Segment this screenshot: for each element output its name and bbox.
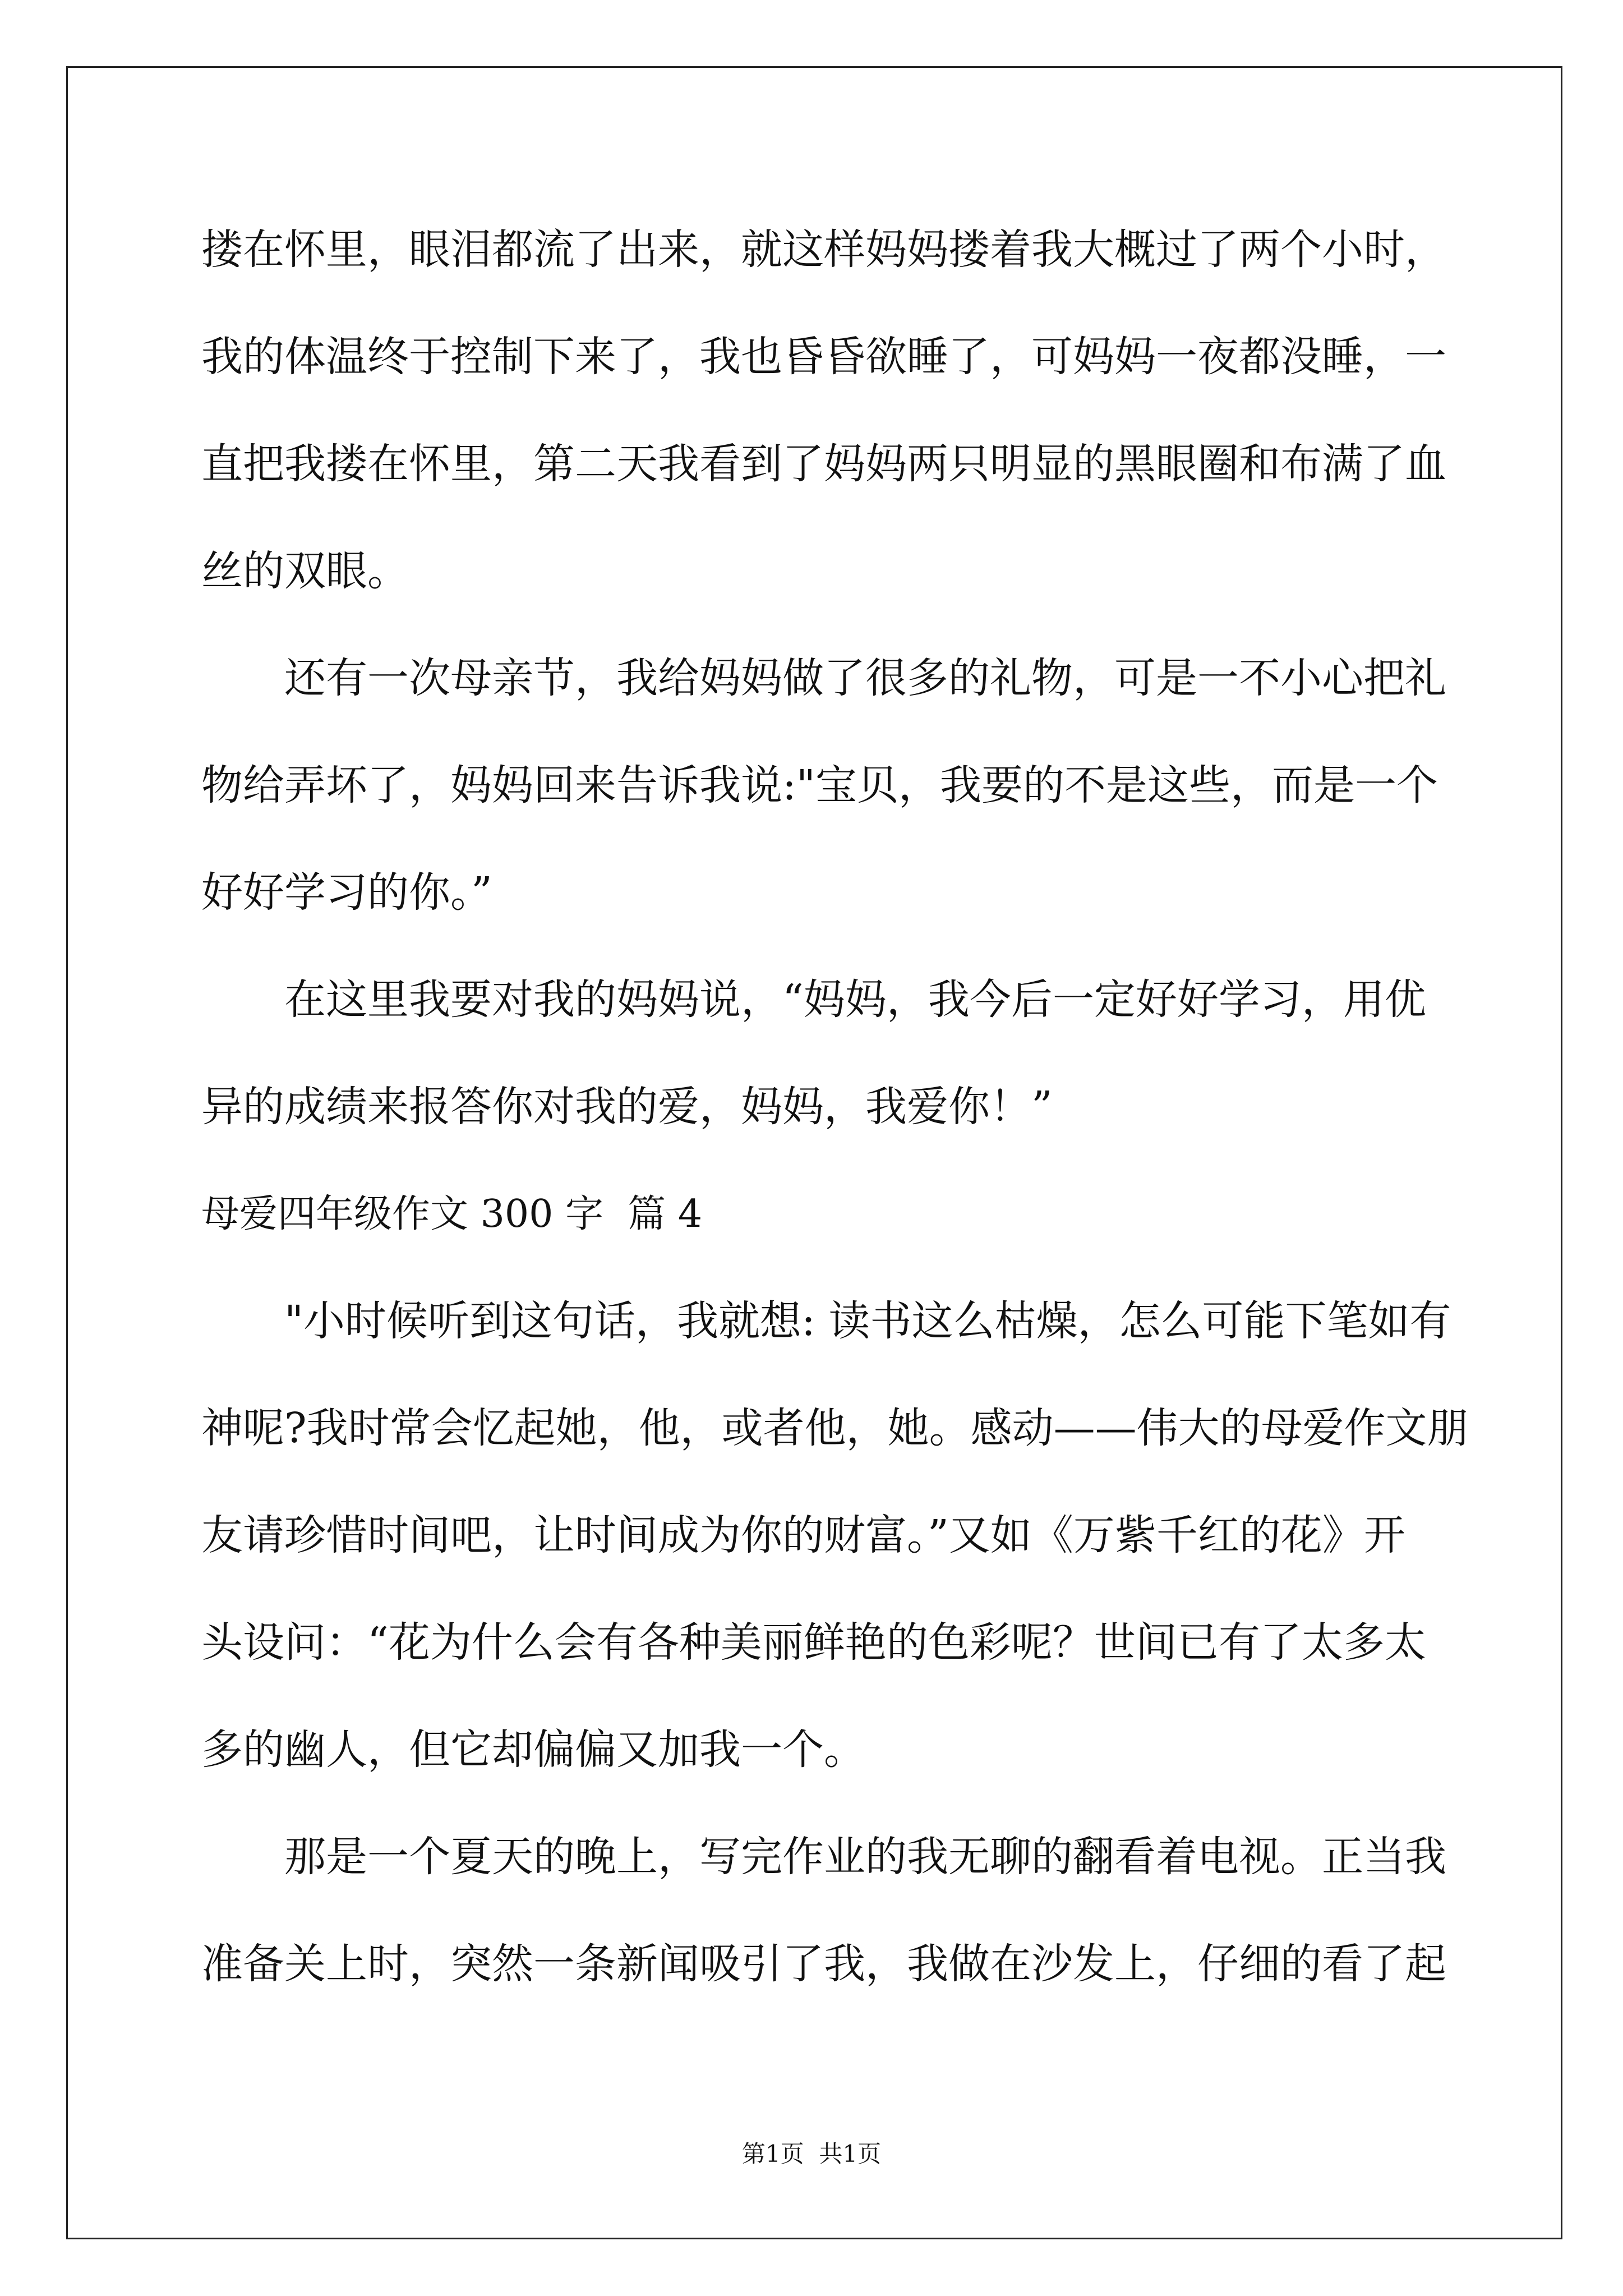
paragraph-line: 我的体温终于控制下来了，我也昏昏欲睡了，可妈妈一夜都没睡，一 <box>201 333 1446 381</box>
paragraph-line: 多的幽人，但它却偏偏又加我一个。 <box>201 1726 865 1774</box>
paragraph-line: 丝的双眼。 <box>201 547 409 595</box>
paragraph-line: 在这里我要对我的妈妈说，“妈妈，我今后一定好好学习，用优 <box>284 976 1426 1024</box>
paragraph-line: 好好学习的你。” <box>201 868 492 917</box>
paragraph-line: 搂在怀里，眼泪都流了出来，就这样妈妈搂着我大概过了两个小时， <box>201 226 1446 274</box>
paragraph-line: 神呢?我时常会忆起她，他，或者他，她。感动——伟大的母爱作文朋 <box>201 1404 1469 1452</box>
paragraph-line: 那是一个夏天的晚上，写完作业的我无聊的翻看着电视。正当我 <box>284 1833 1446 1881</box>
paragraph-line: 异的成绩来报答你对我的爱，妈妈，我爱你！” <box>201 1083 1053 1131</box>
page-number: 第1页 共1页 <box>741 2140 882 2168</box>
paragraph-line: 物给弄坏了，妈妈回来告诉我说:"宝贝，我要的不是这些，而是一个 <box>201 761 1438 809</box>
paragraph-line: 准备关上时，突然一条新闻吸引了我，我做在沙发上，仔细的看了起 <box>201 1940 1446 1988</box>
paragraph-line: 还有一次母亲节，我给妈妈做了很多的礼物，可是一不小心把礼 <box>284 654 1446 702</box>
paragraph-line: "小时候听到这句话，我就想: 读书这么枯燥，怎么可能下笔如有 <box>284 1297 1451 1345</box>
document-body <box>201 196 1508 2018</box>
paragraph-line: 直把我搂在怀里，第二天我看到了妈妈两只明显的黑眼圈和布满了血 <box>201 440 1446 488</box>
section-heading: 母爱四年级作文 300 字 篇 4 <box>201 1192 703 1236</box>
paragraph-line: 友请珍惜时间吧，让时间成为你的财富。”又如《万紫千红的花》开 <box>201 1511 1405 1559</box>
paragraph-line: 头设问：“花为什么会有各种美丽鲜艳的色彩呢？世间已有了太多太 <box>201 1618 1426 1667</box>
